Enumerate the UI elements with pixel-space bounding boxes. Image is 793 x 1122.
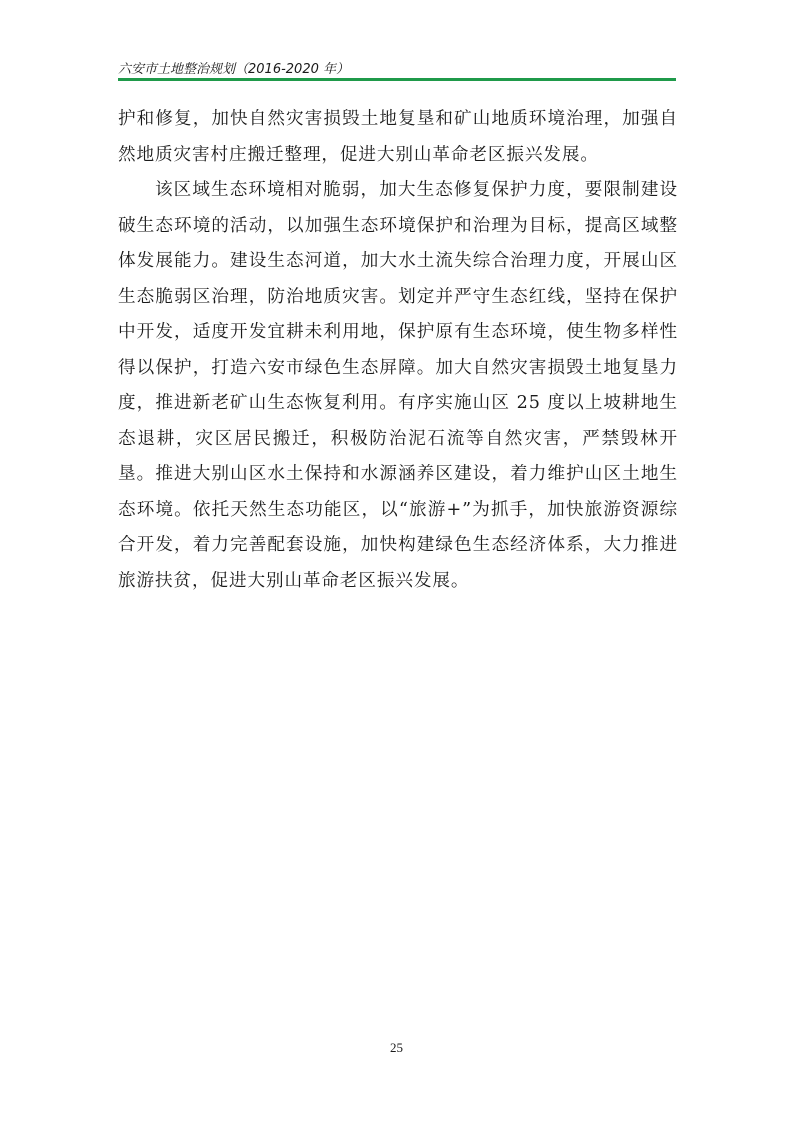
document-title: 六安市土地整治规划（2016-2020 年）	[118, 62, 349, 77]
page-header	[118, 50, 676, 80]
header-divider	[118, 78, 676, 81]
body-text	[118, 102, 678, 599]
paragraph-ecology: 该区域生态环境相对脆弱，加大生态修复保护力度，要限制建设破生态环境的活动，以加强生态环境保护和治理为目标，提高区域整体发展能力。建设生态河道，加大水土流失综合治理力度，开展山区生态脆弱区治理，防治地质灾害。划定并严守生态红线，坚持在保护中开发，适度开发宜耕未利用地，保护原有生态环境，使生物多样性得以保护，打造六安市绿色生态屏障。加大自然灾害损毁土地复垦力度，推进新老矿山生态恢复利用。有序实施山区 25 度以上坡耕地生态退耕，灾区居民搬迁，积极防治泥石流等自然灾害，严禁毁林开垦。推进大别山区水土保持和水源涵养区建设，着力维护山区土地生态环境。依托天然生态功能区，以“旅游+”为抓手，加快旅游资源综合开发，着力完善配套设施，加快构建绿色生态经济体系，大力推进旅游扶贫，促进大别山革命老区振兴发展。	[118, 180, 678, 591]
page-number: 25	[390, 1040, 403, 1055]
paragraph-continuation: 护和修复，加快自然灾害损毁土地复垦和矿山地质环境治理，加强自然地质灾害村庄搬迁整理，促进大别山革命老区振兴发展。	[118, 109, 678, 165]
